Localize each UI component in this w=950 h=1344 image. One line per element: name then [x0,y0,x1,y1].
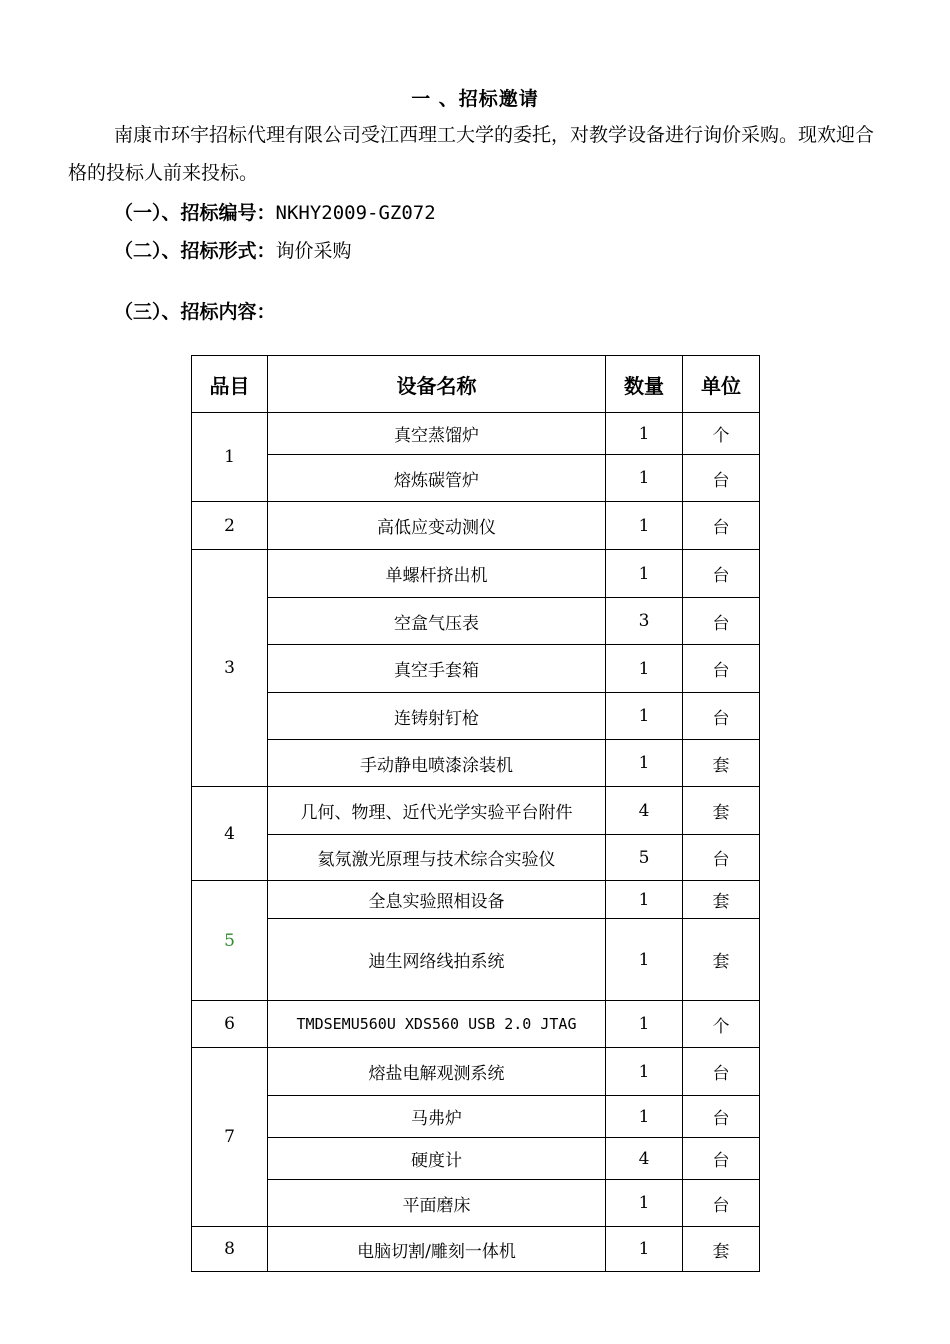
unit-cell: 套 [683,740,760,787]
quantity-cell: 1 [606,1096,683,1138]
table-row [192,881,760,919]
equipment-name-cell: 真空手套箱 [268,645,606,693]
item-no-cell: 4 [192,787,268,881]
equipment-name-cell: 熔炼碳管炉 [268,455,606,502]
table-row [192,502,760,550]
bid-number-label: （一）、招标编号： [114,202,276,224]
equipment-name-cell: 全息实验照相设备 [268,881,606,919]
header-unit: 单位 [683,356,760,413]
item-no-cell: 8 [192,1227,268,1272]
item-no-cell: 3 [192,550,268,787]
item-no-cell: 2 [192,502,268,550]
quantity-cell: 1 [606,1048,683,1096]
equipment-name-cell: 高低应变动测仪 [268,502,606,550]
unit-cell: 个 [683,1001,760,1048]
table-row [192,693,760,740]
equipment-name-cell: 平面磨床 [268,1180,606,1227]
unit-cell: 台 [683,1096,760,1138]
unit-cell: 套 [683,1227,760,1272]
quantity-cell: 5 [606,835,683,881]
unit-cell: 台 [683,502,760,550]
table-row [192,455,760,502]
quantity-cell: 1 [606,645,683,693]
item-no-cell: 7 [192,1048,268,1227]
equipment-name-cell: 空盒气压表 [268,598,606,645]
table-row [192,1138,760,1180]
table-row [192,1180,760,1227]
header-equipment-name: 设备名称 [268,356,606,413]
unit-cell: 台 [683,693,760,740]
table-row [192,1001,760,1048]
quantity-cell: 1 [606,502,683,550]
unit-cell: 台 [683,1138,760,1180]
equipment-name-cell: 氦氖激光原理与技术综合实验仪 [268,835,606,881]
quantity-cell: 4 [606,1138,683,1180]
unit-cell: 台 [683,598,760,645]
quantity-cell: 1 [606,1227,683,1272]
quantity-cell: 1 [606,881,683,919]
quantity-cell: 1 [606,455,683,502]
table-row [192,1096,760,1138]
unit-cell: 套 [683,919,760,1001]
equipment-name-cell: TMDSEMU560U XDS560 USB 2.0 JTAG [268,1001,606,1048]
equipment-table [191,355,760,1272]
quantity-cell: 3 [606,598,683,645]
unit-cell: 台 [683,455,760,502]
bid-content-line [114,297,276,324]
equipment-name-cell: 手动静电喷漆涂装机 [268,740,606,787]
table-row [192,1227,760,1272]
equipment-name-cell: 熔盐电解观测系统 [268,1048,606,1096]
unit-cell: 台 [683,1048,760,1096]
quantity-cell: 4 [606,787,683,835]
equipment-name-cell: 迪生网络线拍系统 [268,919,606,1001]
equipment-name-cell: 单螺杆挤出机 [268,550,606,598]
quantity-cell: 1 [606,740,683,787]
equipment-name-cell: 真空蒸馏炉 [268,413,606,455]
table-row [192,645,760,693]
table-row [192,835,760,881]
table-header-row [192,356,760,413]
quantity-cell: 1 [606,693,683,740]
item-no-cell: 1 [192,413,268,502]
quantity-cell: 1 [606,1001,683,1048]
quantity-cell: 1 [606,919,683,1001]
unit-cell: 套 [683,787,760,835]
unit-cell: 个 [683,413,760,455]
equipment-name-cell: 连铸射钉枪 [268,693,606,740]
unit-cell: 台 [683,835,760,881]
header-item-no: 品目 [192,356,268,413]
bid-number-line [114,198,436,225]
quantity-cell: 1 [606,1180,683,1227]
table-row [192,740,760,787]
quantity-cell: 1 [606,550,683,598]
table-row [192,787,760,835]
bid-number-value: NKHY2009-GZ072 [275,202,436,224]
intro-paragraph: 南康市环宇招标代理有限公司受江西理工大学的委托，对教学设备进行询价采购。现欢迎合格的投标人前来投标。 [68,124,875,184]
equipment-name-cell: 电脑切割/雕刻一体机 [268,1227,606,1272]
bid-form-value: 询价采购 [275,240,352,262]
table-row [192,919,760,1001]
bid-form-line [114,236,352,263]
bid-form-label: （二）、招标形式： [114,240,276,262]
unit-cell: 台 [683,550,760,598]
unit-cell: 台 [683,645,760,693]
equipment-name-cell: 马弗炉 [268,1096,606,1138]
table-row [192,413,760,455]
bid-content-label: （三）、招标内容： [114,301,276,323]
unit-cell: 台 [683,1180,760,1227]
item-no-cell: 5 [192,881,268,1001]
equipment-name-cell: 几何、物理、近代光学实验平台附件 [268,787,606,835]
equipment-name-cell: 硬度计 [268,1138,606,1180]
unit-cell: 套 [683,881,760,919]
section-heading: 一 、招标邀请 [411,88,539,110]
quantity-cell: 1 [606,413,683,455]
table-row [192,1048,760,1096]
table-row [192,550,760,598]
item-no-cell: 6 [192,1001,268,1048]
header-quantity: 数量 [606,356,683,413]
table-row [192,598,760,645]
